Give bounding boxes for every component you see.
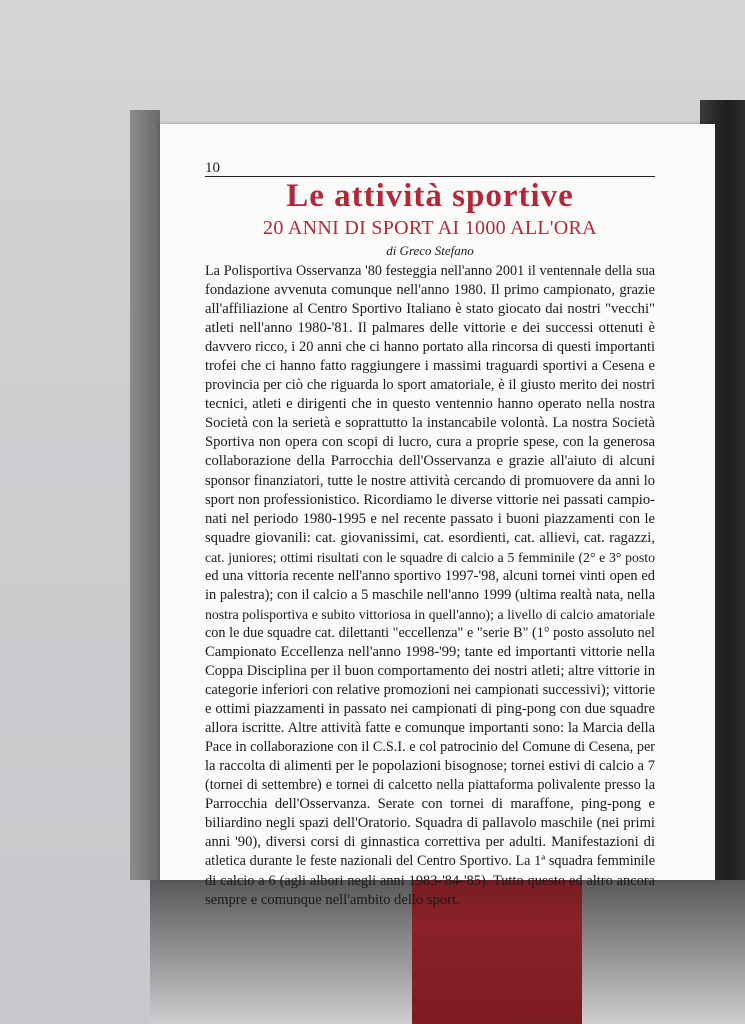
page-subtitle: 20 ANNI DI SPORT AI 1000 ALL'ORA <box>263 217 597 239</box>
body-line: provincia per ciò che riguarda lo sport amatoriale, è il giusto merito dei nostri <box>205 377 655 394</box>
body-line: in palestra); con il calcio a 5 maschile nell'anno 1999 (ultima realtà nata, nella <box>205 586 655 603</box>
body-line: la raccolta di alimenti per le popolazioni bisognose; tornei estivi di calcio a 7 <box>205 758 655 775</box>
body-line: atleti nell'anno 1980-'81. Il palmares delle vittorie e dei successi ottenuti è <box>205 320 655 337</box>
page-title: Le attività sportive <box>286 178 574 214</box>
body-line: Campionato Eccellenza nell'anno 1998-'99; tante ed importanti vittorie nella <box>205 643 655 660</box>
header-rule <box>205 176 655 177</box>
body-line: nati nel periodo 1980-1995 e nel recente passato i buoni piazzamenti con le <box>205 510 655 527</box>
body-line: all'affiliazione al Centro Sportivo Italiano è stato giocato dai nostri "vecchi" <box>205 301 655 318</box>
body-line: di calcio a 6 (agli albori negli anni 1983-'84-'85). Tutto questo ed altro ancora <box>205 872 655 889</box>
body-line: sponsor finanziatori, tutte le nostre attività cercando di promuovere da anni lo <box>205 472 655 489</box>
body-line: collaborazione della Parrocchia dell'Osservanza e grazie all'aiuto di alcuni <box>205 453 655 470</box>
body-line: e ottimi piazzamenti in passato nei campionati di ping-pong con due squadre <box>205 701 655 718</box>
body-line: allora iscritte. Altre attività fatte e comunque importanti sono: la Marcia della <box>205 720 655 737</box>
body-line: tecnici, atleti e dirigenti che in questo ventennio hanno operato nella nostra <box>205 396 655 413</box>
body-line: Società con la serietà e soprattutto la instancabile volontà. La nostra Società <box>205 415 655 432</box>
body-line: squadre giovanili: cat. giovanissimi, cat. esordienti, cat. allievi, cat. ragazzi, <box>205 529 655 546</box>
body-line: Parrocchia dell'Osservanza. Serate con tornei di maraffone, ping-pong e <box>205 796 655 813</box>
body-line: davvero ricco, i 20 anni che ci hanno portato alla rincorsa di questi importanti <box>205 339 655 356</box>
article-body <box>205 262 655 910</box>
body-line: trofei che ci hanno fatto raggiungere i massimi traguardi sportivi a Cesena e <box>205 358 655 375</box>
body-line: sport non professionistico. Ricordiamo le diverse vittorie nei passati campio- <box>205 491 655 508</box>
body-line: atletica durante le feste nazionali del Centro Sportivo. La 1ª squadra femminile <box>205 853 655 870</box>
body-line: sempre e comunque nell'ambito dello sport. <box>205 891 460 908</box>
body-line: categorie inferiori con relative promozioni nei campionati successivi); vittorie <box>205 682 655 699</box>
body-line: (tornei di settembre) e tornei di calcetto nella piattaforma polivalente presso la <box>205 777 655 794</box>
page-number: 10 <box>205 160 220 176</box>
body-line: Pace in collaborazione con il C.S.I. e col patrocinio del Comune di Cesena, per <box>205 739 655 756</box>
body-line: Coppa Disciplina per il buon comportamento dei nostri atleti; altre vittorie in <box>205 662 655 679</box>
body-line: Sportiva non opera con scopi di lucro, cura a proprie spese, con la generosa <box>205 434 655 451</box>
body-line: con le due squadre cat. dilettanti "eccellenza" e "serie B" (1° posto assoluto nel <box>205 624 655 641</box>
body-line: La Polisportiva Osservanza '80 festeggia nell'anno 2001 il ventennale della sua <box>205 263 655 279</box>
book-edge-left <box>130 110 160 880</box>
body-line: biliardino negli spazi dell'Oratorio. Squadra di pallavolo maschile (nei primi <box>205 815 655 832</box>
body-line: nostra polisportiva e subito vittoriosa in quell'anno); a livello di calcio amatoriale <box>205 606 655 622</box>
body-line: anni '90), diversi corsi di ginnastica correttiva per adulti. Manifestazioni di <box>205 834 655 851</box>
body-line: fondazione avvenuta comunque nell'anno 1980. Il primo campionato, grazie <box>205 282 655 299</box>
body-line: ed una vittoria recente nell'anno sportivo 1997-'98, alcuni tornei vinti open ed <box>205 567 655 584</box>
author-byline: di Greco Stefano <box>386 243 474 258</box>
body-line: cat. juniores; ottimi risultati con le squadre di calcio a 5 femminile (2° e 3° posto <box>205 549 655 565</box>
